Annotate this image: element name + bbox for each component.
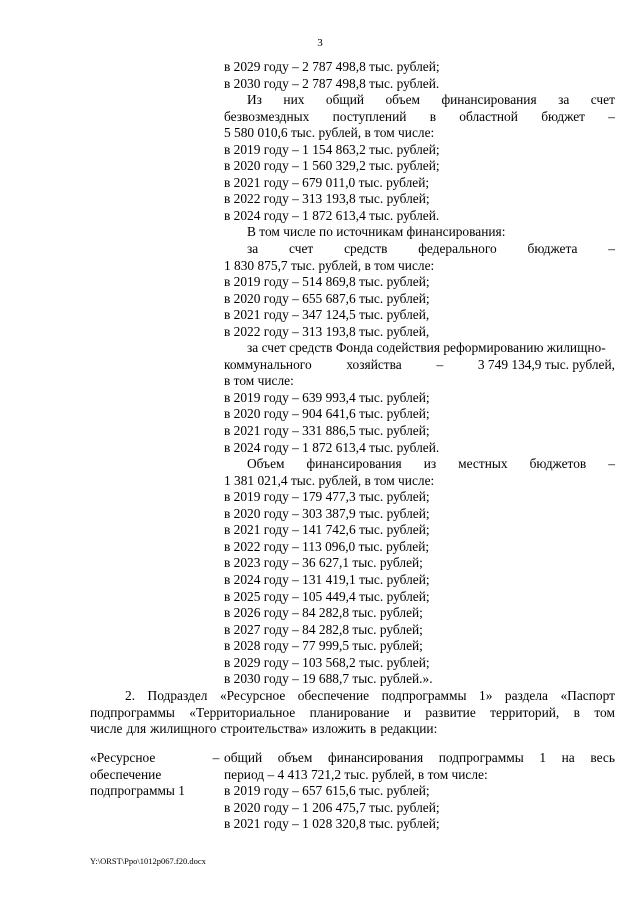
text-line: в 2021 году – 141 742,6 тыс. рублей; xyxy=(224,522,430,538)
text-line: в 2020 году – 904 641,6 тыс. рублей; xyxy=(224,406,430,422)
word: обеспечение xyxy=(297,688,370,703)
word: том xyxy=(594,704,615,720)
text-line: в 2027 году – 84 282,8 тыс. рублей; xyxy=(224,621,423,637)
resource-label-line: «Ресурсное xyxy=(90,750,156,765)
text-line: в 2019 году – 639 993,4 тыс. рублей; xyxy=(224,389,430,405)
text-line: в 2019 году – 179 477,3 тыс. рублей; xyxy=(224,489,430,505)
word: финансирования xyxy=(306,456,402,472)
text-line: в 2021 году – 347 124,5 тыс. рублей, xyxy=(224,307,430,323)
text-line: период – 4 413 721,2 тыс. рублей, в том числе: xyxy=(224,766,488,782)
word: в xyxy=(370,721,377,737)
text-line xyxy=(224,241,615,258)
word: территорий, xyxy=(490,704,560,720)
word: планирование xyxy=(309,704,390,720)
text-line: в 2021 году – 1 028 320,8 тыс. рублей; xyxy=(224,816,440,832)
text-line: в 2019 году – 514 869,8 тыс. рублей; xyxy=(224,274,430,290)
word: общий xyxy=(224,750,263,765)
word: федерального xyxy=(418,241,497,257)
resource-label xyxy=(90,750,208,800)
word: за xyxy=(247,241,259,257)
text-line: в 2024 году – 1 872 613,4 тыс. рублей. xyxy=(224,439,440,455)
section-paragraph xyxy=(90,688,615,738)
word: за xyxy=(558,92,570,108)
word: – xyxy=(436,356,444,372)
word: для xyxy=(126,721,147,737)
word: Подраздел xyxy=(147,688,208,703)
text-line: в 2029 году – 2 787 498,8 тыс. рублей; xyxy=(224,59,440,74)
text-line: в 2019 году – 1 154 863,2 тыс. рублей; xyxy=(224,141,440,157)
resource-dash: – xyxy=(212,750,220,765)
text-line: в 2021 году – 331 886,5 тыс. рублей; xyxy=(224,423,430,439)
text-line xyxy=(224,92,615,109)
word: бюджетов xyxy=(529,456,587,472)
word: из xyxy=(423,456,437,472)
text-line: в 2021 году – 679 011,0 тыс. рублей; xyxy=(224,174,430,190)
word: местных xyxy=(458,456,508,472)
text-line: в 2026 году – 84 282,8 тыс. рублей; xyxy=(224,605,423,621)
text-line: в 2030 году – 2 787 498,8 тыс. рублей. xyxy=(224,75,440,91)
text-line xyxy=(90,705,615,722)
text-line: в 2022 году – 113 096,0 тыс. рублей; xyxy=(224,538,430,554)
word: общий xyxy=(325,92,365,108)
text-line: за счет средств Фонда содействия реформированию жилищно- xyxy=(247,340,606,356)
word: жилищного xyxy=(150,721,217,737)
word: развитие xyxy=(425,704,476,720)
financing-column xyxy=(224,59,615,688)
text-line xyxy=(224,750,615,767)
text-line: 5 580 010,6 тыс. рублей, в том числе: xyxy=(224,125,435,141)
text-line: в 2023 году – 36 627,1 тыс. рублей; xyxy=(224,555,423,571)
word: строительства» xyxy=(220,721,309,737)
word: редакции: xyxy=(380,721,438,737)
text-line: в 2029 году – 103 568,2 тыс. рублей; xyxy=(224,654,430,670)
text-line: в 2020 году – 303 387,9 тыс. рублей; xyxy=(224,505,430,521)
word: числе xyxy=(90,721,123,737)
text-line: в 2020 году – 655 687,6 тыс. рублей; xyxy=(224,290,430,306)
word: 1» xyxy=(479,688,493,703)
text-line xyxy=(224,109,615,126)
word: 2. xyxy=(125,688,136,703)
word: подпрограммы xyxy=(438,750,524,765)
text-line: в 2019 году – 657 615,6 тыс. рублей; xyxy=(224,783,430,799)
text-line: В том числе по источникам финансирования: xyxy=(247,224,506,240)
word: и xyxy=(403,704,412,720)
word: счет xyxy=(289,241,314,257)
resource-label-line: обеспечение xyxy=(90,766,162,782)
word: изложить xyxy=(312,721,367,737)
text-line: в 2020 году – 1 206 475,7 тыс. рублей; xyxy=(224,799,440,815)
word: счет xyxy=(590,92,615,108)
text-line: в том числе: xyxy=(224,373,294,389)
word: бюджета xyxy=(527,241,578,257)
word: 3 749 134,9 тыс. рублей, xyxy=(477,356,615,372)
resource-body xyxy=(224,750,615,833)
word: «Территориальное xyxy=(189,704,296,720)
text-line: в 2020 году – 1 560 329,2 тыс. рублей; xyxy=(224,158,440,174)
word: в xyxy=(429,108,437,124)
word: объем xyxy=(385,92,420,108)
word: коммунального xyxy=(224,356,312,372)
word: хозяйства xyxy=(346,356,402,372)
word: объем xyxy=(277,750,313,765)
text-line xyxy=(90,721,615,738)
word: подпрограммы xyxy=(381,688,467,703)
text-line: в 2025 году – 105 449,4 тыс. рублей; xyxy=(224,588,430,604)
text-line xyxy=(224,456,615,473)
word: финансирования xyxy=(327,750,424,765)
file-path-footer: Y:\ORST\Ppo\1012p067.f20.docx xyxy=(90,856,206,866)
word: них xyxy=(283,92,305,108)
text-line xyxy=(224,357,615,374)
text-line: в 2022 году – 313 193,8 тыс. рублей; xyxy=(224,191,430,207)
word: бюджет xyxy=(541,108,586,124)
text-line: в 2030 году – 19 688,7 тыс. рублей.». xyxy=(224,671,433,687)
word: безвозмездных xyxy=(224,108,310,124)
page-number: 3 xyxy=(317,37,323,49)
word: «Паспорт xyxy=(560,688,615,703)
word: областной xyxy=(459,108,518,124)
word: – xyxy=(608,108,615,124)
word: средств xyxy=(344,241,388,257)
word: весь xyxy=(590,750,615,765)
word: Из xyxy=(247,92,262,108)
text-line xyxy=(90,688,615,705)
word: в xyxy=(573,704,580,720)
word: на xyxy=(561,750,575,765)
word: поступлений xyxy=(332,108,407,124)
word: раздела xyxy=(504,688,548,703)
word: Объем xyxy=(247,456,285,472)
word: 1 xyxy=(539,750,547,765)
word: – xyxy=(608,456,615,472)
text-line: в 2022 году – 313 193,8 тыс. рублей, xyxy=(224,323,430,339)
text-line: в 2024 году – 1 872 613,4 тыс. рублей. xyxy=(224,207,440,223)
word: подпрограммы xyxy=(90,704,175,720)
word: «Ресурсное xyxy=(219,688,286,703)
word: – xyxy=(608,241,615,257)
text-line: 1 830 875,7 тыс. рублей, в том числе: xyxy=(224,257,435,273)
text-line: 1 381 021,4 тыс. рублей, в том числе: xyxy=(224,472,435,488)
word: финансирования xyxy=(441,92,537,108)
text-line: в 2028 году – 77 999,5 тыс. рублей; xyxy=(224,638,423,654)
resource-label-line: подпрограммы 1 xyxy=(90,783,185,799)
text-line: в 2024 году – 131 419,1 тыс. рублей; xyxy=(224,571,430,587)
